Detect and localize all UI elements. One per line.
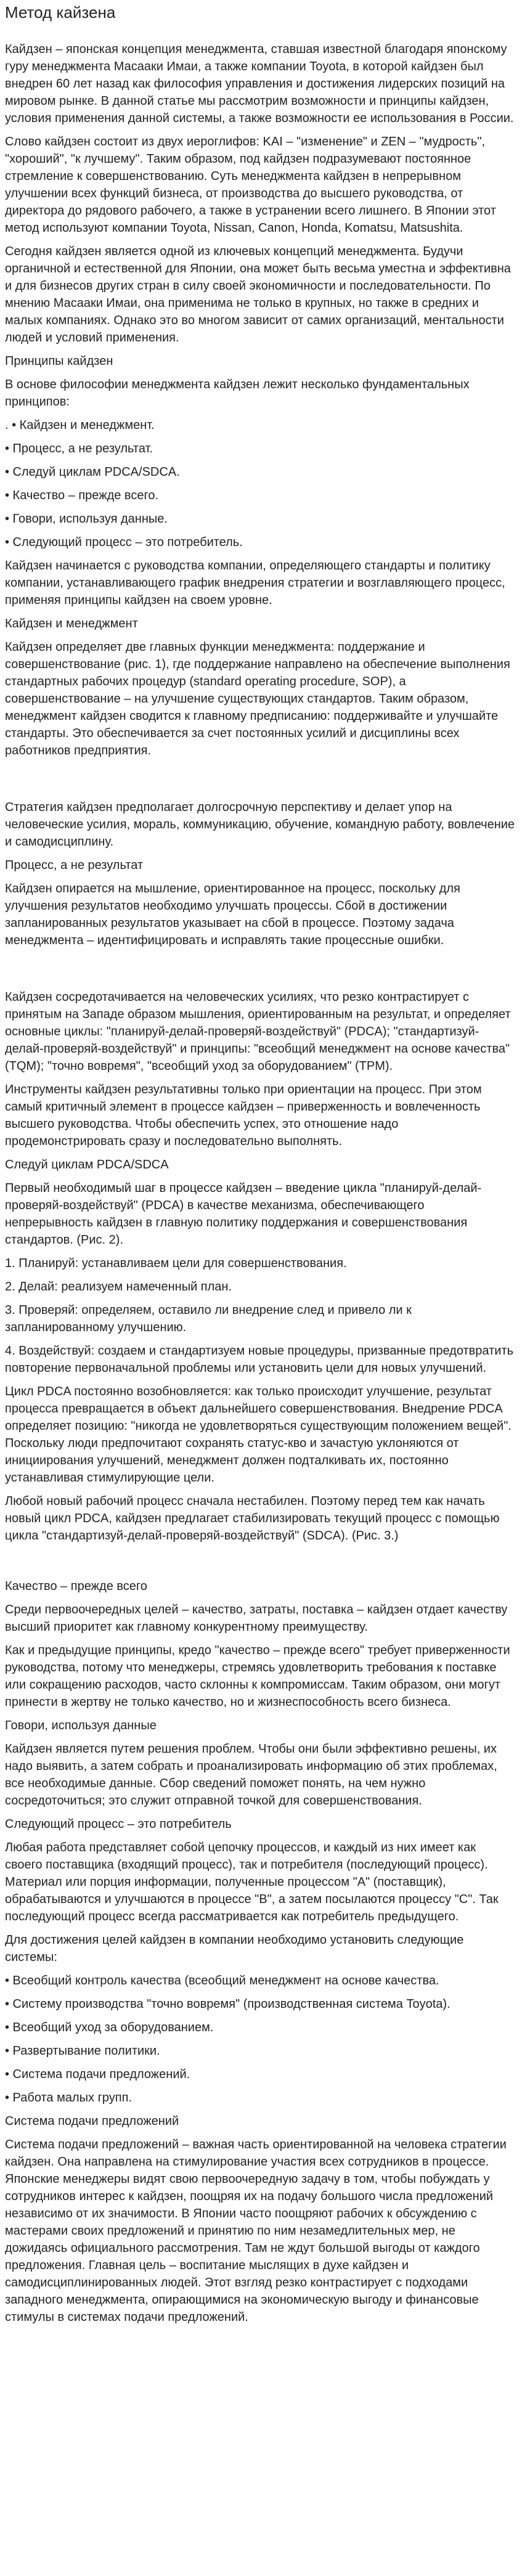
systems-list <box>5 1972 516 2106</box>
consumer-paragraph-2: Для достижения целей кайдзен в компании необходимо установить следующие системы: <box>5 1933 464 1964</box>
pdca-paragraph-1: Первый необходимый шаг в процессе кайдзен – введение цикла "планируй-делай-проверяй-воздействуй" (PDCA) в качестве механизма, обеспечивающего непрерывность кайдзен в главную политику поддержания и совершенствования стандартов. (Рис. 2). <box>5 1181 482 1247</box>
list-item: • Процесс, а не результат. <box>5 442 153 455</box>
principles-lead: В основе философии менеджмента кайдзен лежит несколько фундаментальных принципов: <box>5 378 470 409</box>
list-item: . • Кайдзен и менеджмент. <box>5 418 155 432</box>
list-item: • Говори, используя данные. <box>5 512 168 526</box>
section-heading-quality: Качество – прежде всего <box>5 1579 147 1593</box>
data-paragraph-1: Кайдзен является путем решения проблем. Чтобы они были эффективно решены, их надо выявить, а затем собрать и проанализировать информацию об этих проблемах, все необходимые данные. Сбор сведений поможет понять, на чем нужно сосредоточиться; это служит отправной точкой для совершенствования. <box>5 1742 497 1808</box>
list-item: • Работа малых групп. <box>5 2091 132 2105</box>
pdca-paragraph-2: Цикл PDCA постоянно возобновляется: как только происходит улучшение, результат процесса превращается в объект дальнейшего совершенствования. Внедрение PDCA определяет позицию: "никогда не удовлетворяться существующим положением вещей". Поскольку люди предпочитают сохранять статус-кво и зачастую уклоняются от инициирования улучшений, менеджмент должен подталкивать их, постоянно устанавливая стимулирующие цели. <box>5 1385 512 1485</box>
list-item: • Развертывание политики. <box>5 2044 160 2058</box>
section-heading-data: Говори, используя данные <box>5 1719 157 1732</box>
list-item: • Всеобщий контроль качества (всеобщий менеджмент на основе качества. <box>5 1974 439 1987</box>
management-paragraph-2: Стратегия кайдзен предполагает долгосрочную перспективу и делает упор на человеческие усилия, мораль, коммуникацию, обучение, командную работу, вовлечение и самодисциплину. <box>5 801 515 849</box>
list-item: • Систему производства "точно вовремя" (производственная система Toyota). <box>5 1997 451 2011</box>
process-paragraph-1: Кайдзен опирается на мышление, ориентированное на процесс, поскольку для улучшения результатов необходимо улучшать процессы. Сбой в достижении запланированных результатов указывает на сбой в процессе. Поэтому задача менеджмента – идентифицировать и исправлять такие процессные ошибки. <box>5 882 460 947</box>
section-heading-pdca: Следуй циклам PDCA/SDCA <box>5 1158 169 1172</box>
process-paragraph-2: Кайдзен сосредотачивается на человеческих усилиях, что резко контрастирует с принятым на Западе образом мышления, ориентированным на результат, и определяет основные циклы: "планируй-делай-проверяй-воздействуй" (PDCA); "стандартизуй-делай-проверяй-воздействуй" и принципы: "всеобщий менеджмент на основе качества" (TQM); "точно вовремя", "всеобщий уход за оборудованием" (TPM). <box>5 990 511 1073</box>
management-paragraph-1: Кайдзен определяет две главных функции менеджмента: поддержание и совершенствование (рис. 1), где поддержание направлено на обеспечение выполнения стандартных рабочих процедур (standard operating procedure, SOP), а совершенствование – на улучшение существующих стандартов. Таким образом, менеджмент кайдзен сводится к главному предписанию: поддерживайте и улучшайте стандарты. Это обеспечивается за счет постоянных усилий и дисциплины всех работников предприятия. <box>5 640 510 757</box>
list-item: • Качество – прежде всего. <box>5 489 158 502</box>
intro-paragraph-2: Слово кайдзен состоит из двух иероглифов: KAI – "изменение" и ZEN – "мудрость", "хороший", "к лучшему". Таким образом, под кайдзен подразумевают постоянное стремление к совершенствованию. Суть менеджмента кайдзен в непрерывном улучшении всех функций бизнеса, от производства до высшего руководства, от директора до рядового рабочего, а также в устранении всего лишнего. В Японии этот метод используют компании Toyota, Nissan, Canon, Honda, Komatsu, Matsushita. <box>5 135 496 235</box>
quality-paragraph-2: Как и предыдущие принципы, кредо "качество – прежде всего" требует приверженности руководства, потому что менеджеры, стремясь удовлетворить требования к поставке или сокращению расходов, часто склонны к компромиссам. Таким образом, они могут принести в жертву не только качество, но и жизнеспособность всего бизнеса. <box>5 1644 510 1709</box>
principles-after: Кайдзен начинается с руководства компании, определяющего стандарты и политику компании, устанавливающего график внедрения стратегии и возглавляющего процесс, применяя принципы кайдзен на своем уровне. <box>5 559 505 607</box>
intro-paragraph-1: Кайдзен – японская концепция менеджмента, ставшая известной благодаря японскому гуру менеджмента Масааки Имаи, а также компании Toyota, в которой кайдзен был внедрен 60 лет назад как философия управления и достижения лидерских позиций на мировом рынке. В данной статье мы рассмотрим возможности и принципы кайдзен, условия применения данной системы, а также возможности ее использования в России. <box>5 43 514 125</box>
pdca-step-check: 3. Проверяй: определяем, оставило ли внедрение след и привело ли к запланированному улучшению. <box>5 1303 412 1334</box>
section-heading-process: Процесс, а не результат <box>5 858 144 872</box>
list-item: • Следуй циклам PDCA/SDCA. <box>5 465 180 479</box>
pdca-step-act: 4. Воздействуй: создаем и стандартизуем новые процедуры, призванные предотвратить повторение первоначальной проблемы или установить цели для новых улучшений. <box>5 1344 514 1375</box>
suggestions-paragraph-1: Система подачи предложений – важная часть ориентированной на человека стратегии кайдзен. Она направлена на стимулирование участия всех сотрудников в процессе. Японские менеджеры видят свою первоочередную задачу в том, чтобы побуждать у сотрудников интерес к кайдзен, поощряя их на подачу большого числа предложений независимо от их значимости. В Японии часто поощряют рабочих к обсуждению с мастерами своих предложений и принятию по ним незамедлительных мер, не дожидаясь официального рассмотрения. Там не ждут большой выгоды от каждого предложения. Главная цель – воспитание мыслящих в духе кайдзен и самодисциплинированных людей. Этот взгляд резко контрастирует с подходами западного менеджмента, опирающимися на экономическую выгоду и финансовые стимулы в системах подачи предложений. <box>5 2138 507 2324</box>
list-item: • Всеобщий уход за оборудованием. <box>5 2021 214 2034</box>
quality-paragraph-1: Среди первоочередных целей – качество, затраты, поставка – кайдзен отдает качеству высший приоритет как главному конкурентному преимуществу. <box>5 1603 508 1634</box>
consumer-paragraph-1: Любая работа представляет собой цепочку процессов, и каждый из них имеет как своего поставщика (входящий процесс), так и потребителя (последующий процесс). Материал или порция информации, полученные процессом "A" (поставщик), обрабатываются и улучшаются в процессе "B", а затем посылаются процессу "C". Так последующий процесс всегда рассматривается как потребитель предыдущего. <box>5 1841 499 1923</box>
principles-list <box>5 417 516 551</box>
pdca-step-do: 2. Делай: реализуем намеченный план. <box>5 1280 232 1294</box>
intro-paragraph-3: Сегодня кайдзен является одной из ключевых концепций менеджмента. Будучи органичной и естественной для Японии, она может быть весьма уместна и эффективна и для бизнесов других стран в силу своей экономичности и последовательности. По мнению Масааки Имаи, она применима не только в крупных, но также в средних и малых компаниях. Однако это во многом зависит от самих организаций, ментальности людей и условий применения. <box>5 245 511 344</box>
process-paragraph-3: Инструменты кайдзен результативны только при ориентации на процесс. При этом самый критичный элемент в процессе кайдзен – приверженность и вовлеченность высшего руководства. Чтобы обеспечить успех, это отношение надо продемонстрировать сразу и последовательно выполнять. <box>5 1083 482 1148</box>
section-heading-suggestions: Система подачи предложений <box>5 2114 179 2128</box>
page-title: Метод кайзена <box>5 3 116 22</box>
section-heading-consumer: Следующий процесс – это потребитель <box>5 1817 232 1831</box>
section-heading-management: Кайдзен и менеджмент <box>5 617 138 630</box>
list-item: • Система подачи предложений. <box>5 2068 190 2081</box>
list-item: • Следующий процесс – это потребитель. <box>5 536 243 549</box>
section-heading-principles: Принципы кайдзен <box>5 354 113 368</box>
pdca-paragraph-3: Любой новый рабочий процесс сначала нестабилен. Поэтому перед тем как начать новый цикл PDCA, кайдзен предлагает стабилизировать текущий процесс с помощью цикла "стандартизуй-делай-проверяй-воздействуй" (SDCA). (Рис. 3.) <box>5 1494 500 1543</box>
pdca-step-plan: 1. Планируй: устанавливаем цели для совершенствования. <box>5 1257 347 1270</box>
